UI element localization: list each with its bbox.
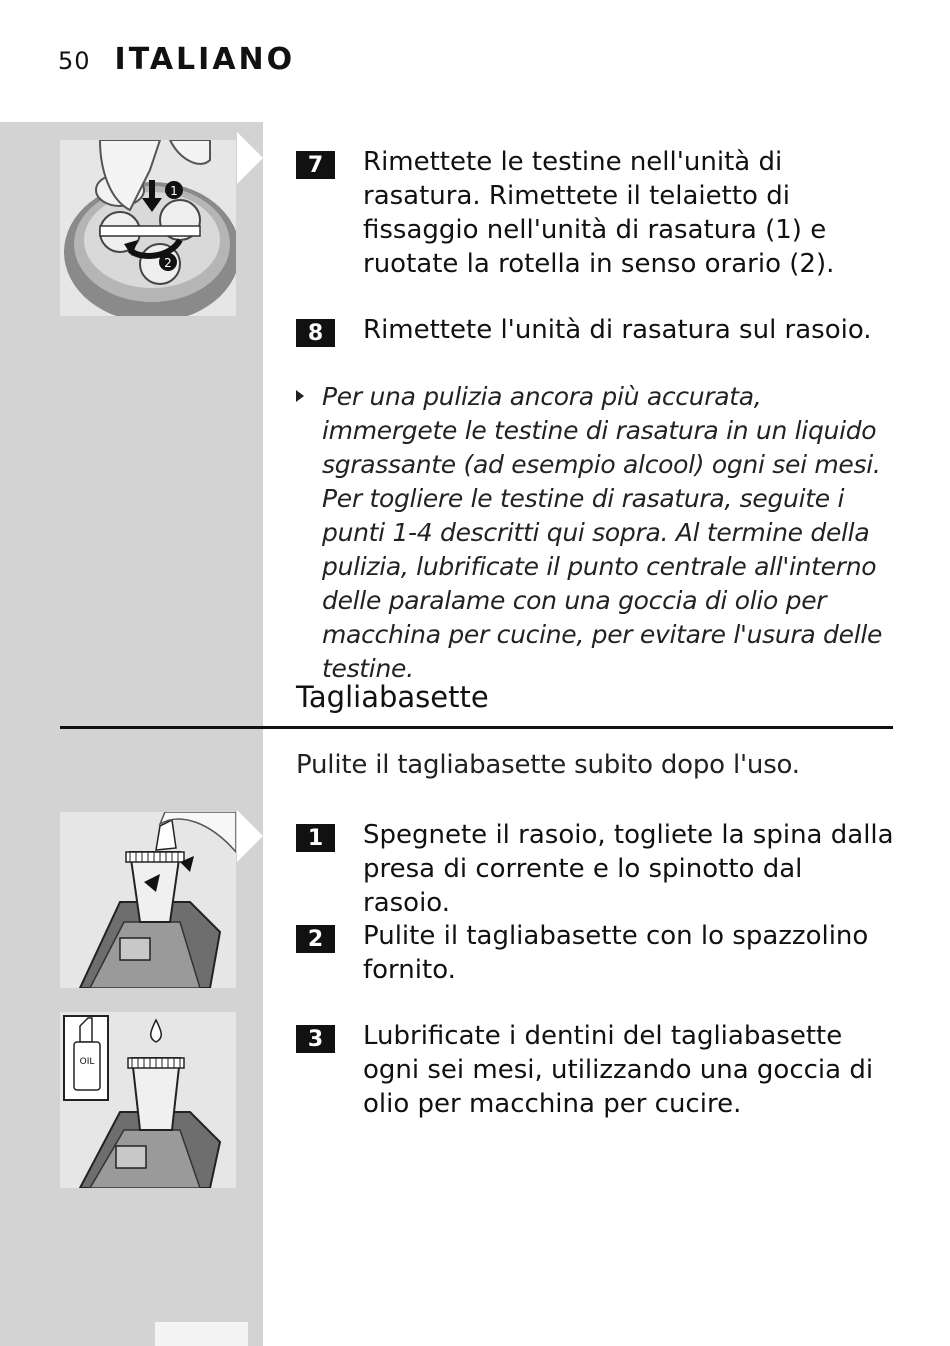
tip-block <box>296 380 896 686</box>
step-7 <box>296 145 896 281</box>
trimmer-brush-illustration <box>60 812 236 988</box>
step-text: Rimettete l'unità di rasatura sul rasoio. <box>363 315 872 345</box>
section-intro: Pulite il tagliabasette subito dopo l'uso. <box>296 750 800 780</box>
illustration-pointer <box>237 810 263 862</box>
step-1 <box>296 818 896 920</box>
section-divider <box>60 726 893 729</box>
step-number-badge: 1 <box>296 824 335 852</box>
language-title: ITALIANO <box>114 42 296 77</box>
trimmer-oil-illustration <box>60 1012 236 1188</box>
step-number-badge: 3 <box>296 1025 335 1053</box>
page-number: 50 <box>58 47 91 75</box>
oil-bottle-label: OIL <box>79 1057 95 1067</box>
bullet-arrow-icon <box>296 390 304 402</box>
step-text: Rimettete le testine nell'unità di rasatura. Rimettete il telaietto di fissaggio nell'unità di rasatura (1) e ruotate la rotella in senso orario (2). <box>363 147 835 279</box>
tip-text: Per una pulizia ancora più accurata, immergete le testine di rasatura in un liquido sgrassante (ad esempio alcool) ogni sei mesi. Per togliere le testine di rasatura, seguite i punti 1-4 descritti qui sopra. Al termine della pulizia, lubrificate il punto centrale all'interno delle paralame con una goccia di olio per macchina per cucine, per evitare l'usura delle testine. <box>322 382 883 683</box>
marker-2-label: 2 <box>164 256 172 270</box>
step-text: Spegnete il rasoio, togliete la spina dalla presa di corrente e lo spinotto dal rasoio. <box>363 820 894 918</box>
step-number-badge: 7 <box>296 151 335 179</box>
marker-1-label: 1 <box>170 184 178 198</box>
step-text: Pulite il tagliabasette con lo spazzolino fornito. <box>363 921 869 985</box>
page-header <box>58 42 295 82</box>
step-number-badge: 8 <box>296 319 335 347</box>
illustration-pointer <box>237 132 263 184</box>
step-number-badge: 2 <box>296 925 335 953</box>
step-2 <box>296 919 896 987</box>
shaving-unit-illustration <box>60 140 236 316</box>
step-text: Lubrificate i dentini del tagliabasette ogni sei mesi, utilizzando una goccia di olio per macchina per cucire. <box>363 1021 874 1119</box>
step-3 <box>296 1019 896 1121</box>
step-8 <box>296 313 896 347</box>
footer-tab <box>155 1322 248 1346</box>
section-title: Tagliabasette <box>296 680 489 714</box>
